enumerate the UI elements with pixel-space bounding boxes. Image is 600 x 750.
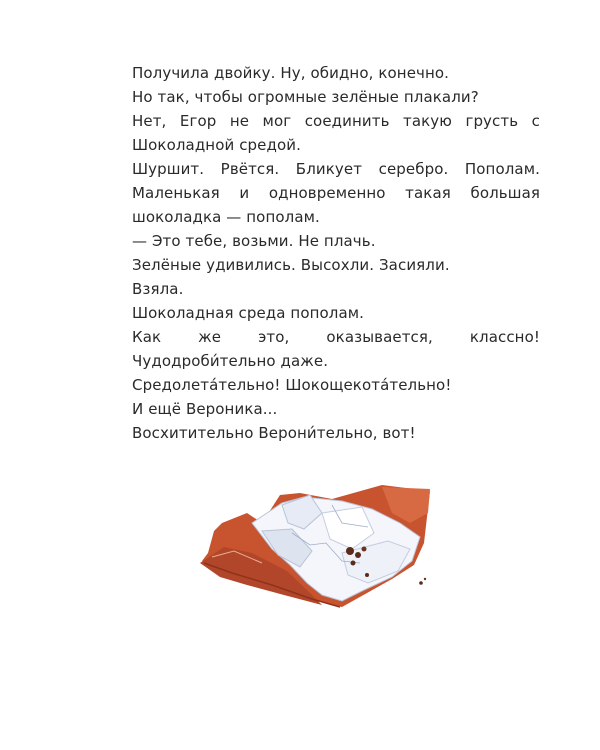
chocolate-crumb: [362, 547, 367, 552]
paragraph: Взяла.: [132, 280, 184, 298]
story-text: [132, 61, 540, 445]
paragraph: Зелёные удивились. Высохли. Засияли.: [132, 256, 450, 274]
paragraph: Но так, чтобы огромные зелёные плакали?: [132, 88, 479, 106]
paragraph: Восхитительно Верони́тельно, вот!: [132, 424, 416, 442]
chocolate-crumb: [351, 561, 356, 566]
chocolate-crumb: [346, 547, 354, 555]
chocolate-crumb: [419, 581, 423, 585]
paragraph: Средолета́тельно! Шокощекота́тельно!: [132, 376, 452, 394]
paragraph: И ещё Вероника...: [132, 400, 278, 418]
paragraph: Шуршит. Рвётся. Бликует серебро. Пополам. Маленькая и одновременно такая большая шоколадка — пополам.: [132, 160, 540, 226]
paragraph: Шоколадная среда пополам.: [132, 304, 365, 322]
paragraph: Как же это, оказывается, классно! Чудодроби́тельно даже.: [132, 328, 540, 370]
chocolate-crumb: [365, 573, 369, 577]
paragraph: Получила двойку. Ну, обидно, конечно.: [132, 64, 450, 82]
paragraph: — Это тебе, возьми. Не плачь.: [132, 232, 376, 250]
paragraph: Нет, Егор не мог соединить такую грусть с Шоколадной средой.: [132, 112, 540, 154]
chocolate-wrapper-illustration: [192, 483, 442, 623]
chocolate-crumb: [424, 578, 426, 580]
chocolate-crumb: [355, 552, 361, 558]
